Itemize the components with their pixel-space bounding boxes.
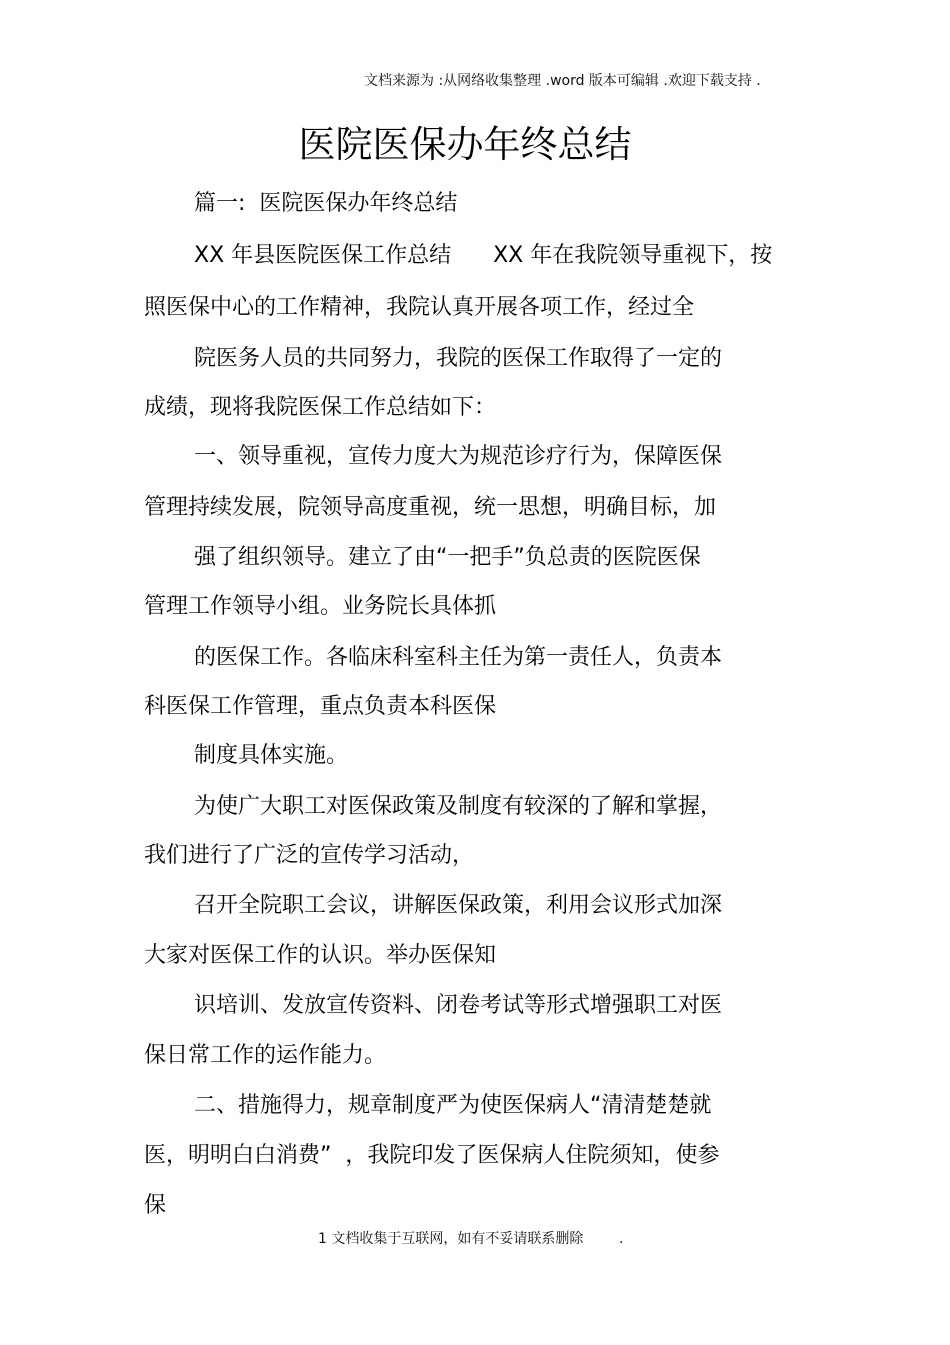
body-line: 的医保工作。各临床科室科主任为第一责任人，负责本 [194, 645, 723, 670]
body-line: 识培训、发放宣传资料、闭卷考试等形式增强职工对医 [194, 993, 723, 1018]
body-line: 管理持续发展，院领导高度重视，统一思想，明确目标，加 [144, 495, 717, 520]
footer-note: 1 文档收集于互联网，如有不妥请联系删除 . [318, 1231, 624, 1247]
body-line: 制度具体实施。 [194, 743, 349, 768]
body-line: 一、领导重视，宣传力度大为规范诊疗行为，保障医保 [194, 444, 723, 469]
header-source-note: 文档来源为 :从网络收集整理 .word 版本可编辑 .欢迎下载支持 . [364, 73, 761, 89]
body-line: XX 年县医院医保工作总结 XX 年在我院领导重视下，按 [194, 243, 773, 268]
body-line: 医，明明白白消费” ，我院印发了医保病人住院须知，使参 [144, 1143, 720, 1168]
body-line: 保 [144, 1193, 167, 1218]
body-line: 院医务人员的共同努力，我院的医保工作取得了一定的 [194, 346, 723, 371]
body-line: 二、措施得力，规章制度严为使医保病人“清清楚楚就 [194, 1093, 712, 1118]
body-line: 召开全院职工会议，讲解医保政策，利用会议形式加深 [194, 893, 723, 918]
document-title: 医院医保办年终总结 [298, 123, 632, 166]
body-line: 科医保工作管理，重点负责本科医保 [144, 694, 497, 719]
body-line: 强了组织领导。建立了由“一把手”负总责的医院医保 [194, 545, 701, 570]
body-line: 为使广大职工对医保政策及制度有较深的了解和掌握， [194, 794, 723, 819]
body-line: 我们进行了广泛的宣传学习活动， [144, 843, 475, 868]
body-line: 大家对医保工作的认识。举办医保知 [144, 943, 497, 968]
body-line: 保日常工作的运作能力。 [144, 1043, 387, 1068]
body-line: 管理工作领导小组。业务院长具体抓 [144, 594, 497, 619]
body-line: 篇一: 医院医保办年终总结 [194, 191, 458, 216]
body-line: 成绩，现将我院医保工作总结如下： [144, 395, 497, 420]
body-line: 照医保中心的工作精神，我院认真开展各项工作，经过全 [144, 295, 695, 320]
